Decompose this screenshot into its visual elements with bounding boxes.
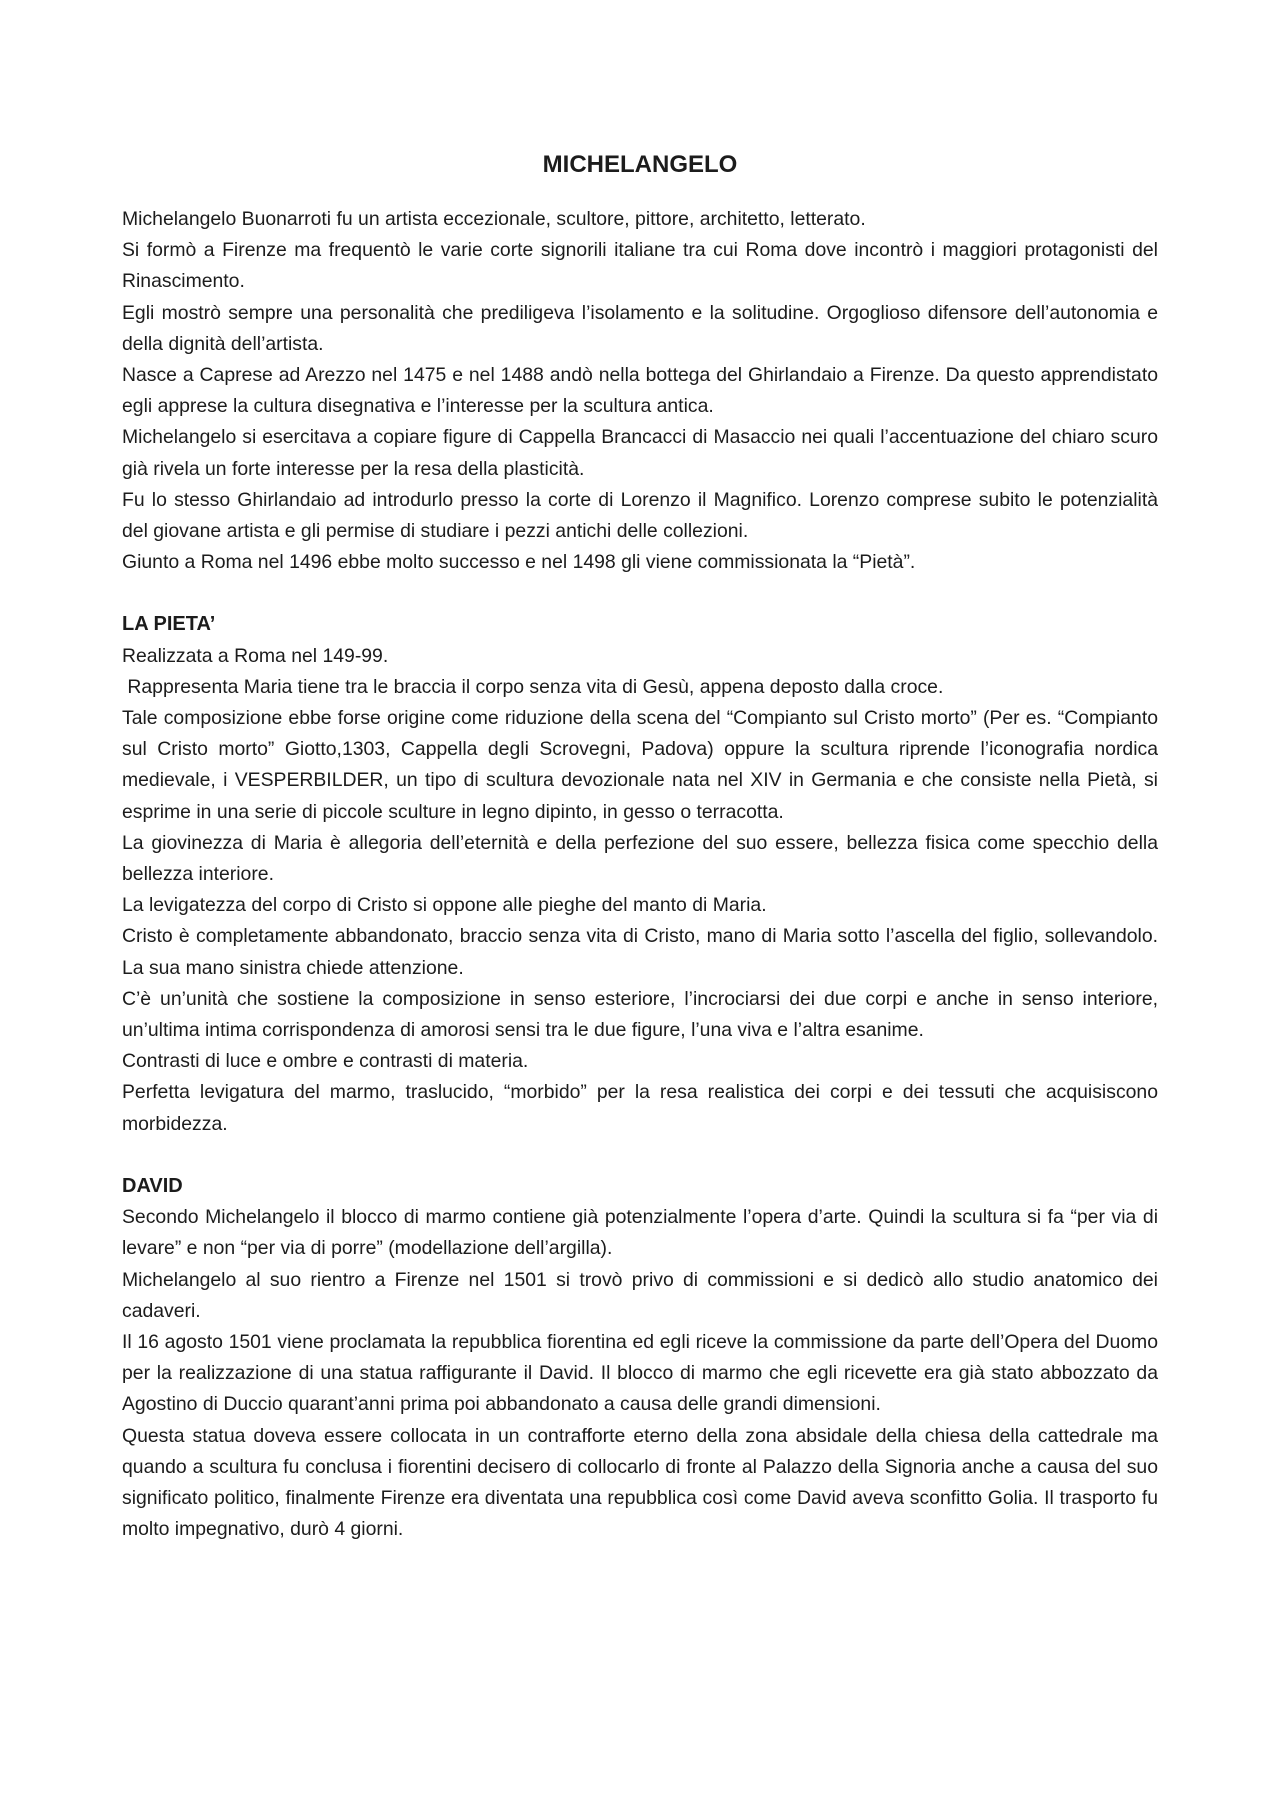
pieta-paragraph: Rappresenta Maria tiene tra le braccia il corpo senza vita di Gesù, appena deposto dalla croce.	[122, 675, 944, 698]
pieta-paragraph: Realizzata a Roma nel 149-99.	[122, 644, 389, 667]
intro-paragraph: Si formò a Firenze ma frequentò le varie corte signorili italiane tra cui Roma dove incontrò i maggiori protagonisti del Rinascimento.	[122, 239, 1158, 293]
intro-paragraph: Egli mostrò sempre una personalità che prediligeva l’isolamento e la solitudine. Orgoglioso difensore dell’autonomia e della dignità dell’artista.	[122, 301, 1158, 355]
pieta-paragraph: La giovinezza di Maria è allegoria dell’eternità e della perfezione del suo essere, bellezza fisica come specchio della bellezza interiore.	[122, 831, 1158, 886]
david-paragraph: Secondo Michelangelo il blocco di marmo contiene già potenzialmente l’opera d’arte. Quindi la scultura si fa “per via di levare” e non “per via di porre” (modellazione dell’argilla).	[122, 1206, 1158, 1260]
pieta-paragraph: Contrasti di luce e ombre e contrasti di materia.	[122, 1050, 529, 1073]
david-paragraph: Michelangelo al suo rientro a Firenze nel 1501 si trovò privo di commissioni e si dedicò allo studio anatomico dei cadaveri.	[122, 1268, 1158, 1322]
intro-paragraph: Fu lo stesso Ghirlandaio ad introdurlo presso la corte di Lorenzo il Magnifico. Lorenzo comprese subito le potenzialità del giovane artista e gli permise di studiare i pezzi antichi delle collezioni.	[122, 488, 1158, 543]
david-heading: DAVID	[122, 1174, 183, 1197]
pieta-paragraph: C’è un’unità che sostiene la composizione in senso esteriore, l’incrociarsi dei due corpi e anche in senso interiore, un’ultima intima corrispondenza di amorosi sensi tra le due figure, l’una viva e l’altra esanime.	[122, 987, 1158, 1042]
intro-paragraph: Nasce a Caprese ad Arezzo nel 1475 e nel 1488 andò nella bottega del Ghirlandaio a Firenze. Da questo apprendistato egli apprese la cultura disegnativa e l’interesse per la scultura antica.	[122, 364, 1158, 418]
pieta-paragraph: Cristo è completamente abbandonato, braccio senza vita di Cristo, mano di Maria sotto l’ascella del figlio, sollevandolo. La sua mano sinistra chiede attenzione.	[122, 925, 1158, 979]
david-paragraph: Il 16 agosto 1501 viene proclamata la repubblica fiorentina ed egli riceve la commissione da parte dell’Opera del Duomo per la realizzazione di una statua raffigurante il David. Il blocco di marmo che egli ricevette era già stato abbozzato da Agostino di Duccio quarant’anni prima poi abbandonato a causa delle grandi dimensioni.	[122, 1330, 1158, 1416]
document-title: MICHELANGELO	[542, 151, 738, 178]
intro-paragraph: Michelangelo Buonarroti fu un artista eccezionale, scultore, pittore, architetto, letterato.	[122, 208, 866, 230]
pieta-section	[122, 609, 1158, 1139]
intro-section	[122, 204, 1158, 578]
pieta-paragraph: Perfetta levigatura del marmo, traslucido, “morbido” per la resa realistica dei corpi e dei tessuti che acquisiscono morbidezza.	[122, 1081, 1158, 1135]
pieta-paragraph: La levigatezza del corpo di Cristo si oppone alle pieghe del manto di Maria.	[122, 894, 767, 917]
intro-paragraph: Michelangelo si esercitava a copiare figure di Cappella Brancacci di Masaccio nei quali l’accentuazione del chiaro scuro già rivela un forte interesse per la resa della plasticità.	[122, 426, 1158, 480]
david-section	[122, 1171, 1158, 1545]
david-paragraph: Questa statua doveva essere collocata in un contrafforte eterno della zona absidale della chiesa della cattedrale ma quando a scultura fu conclusa i fiorentini decisero di collocarlo di fronte al Palazzo della Signoria anche a causa del suo significato politico, finalmente Firenze era diventata una repubblica così come David aveva sconfitto Golia. Il trasporto fu molto impegnativo, durò 4 giorni.	[122, 1424, 1158, 1541]
pieta-heading: LA PIETA’	[122, 613, 216, 636]
document-page	[122, 150, 1158, 1545]
intro-paragraph: Giunto a Roma nel 1496 ebbe molto successo e nel 1498 gli viene commissionata la “Pietà”.	[122, 551, 916, 574]
pieta-paragraph: Tale composizione ebbe forse origine come riduzione della scena del “Compianto sul Cristo morto” (Per es. “Compianto sul Cristo morto” Giotto,1303, Cappella degli Scrovegni, Padova) oppure la scultura riprende l’iconografia nordica medievale, i VESPERBILDER, un tipo di scultura devozionale nata nel XIV in Germania e che consiste nella Pietà, si esprime in una serie di piccole sculture in legno dipinto, in gesso o terracotta.	[122, 707, 1158, 823]
